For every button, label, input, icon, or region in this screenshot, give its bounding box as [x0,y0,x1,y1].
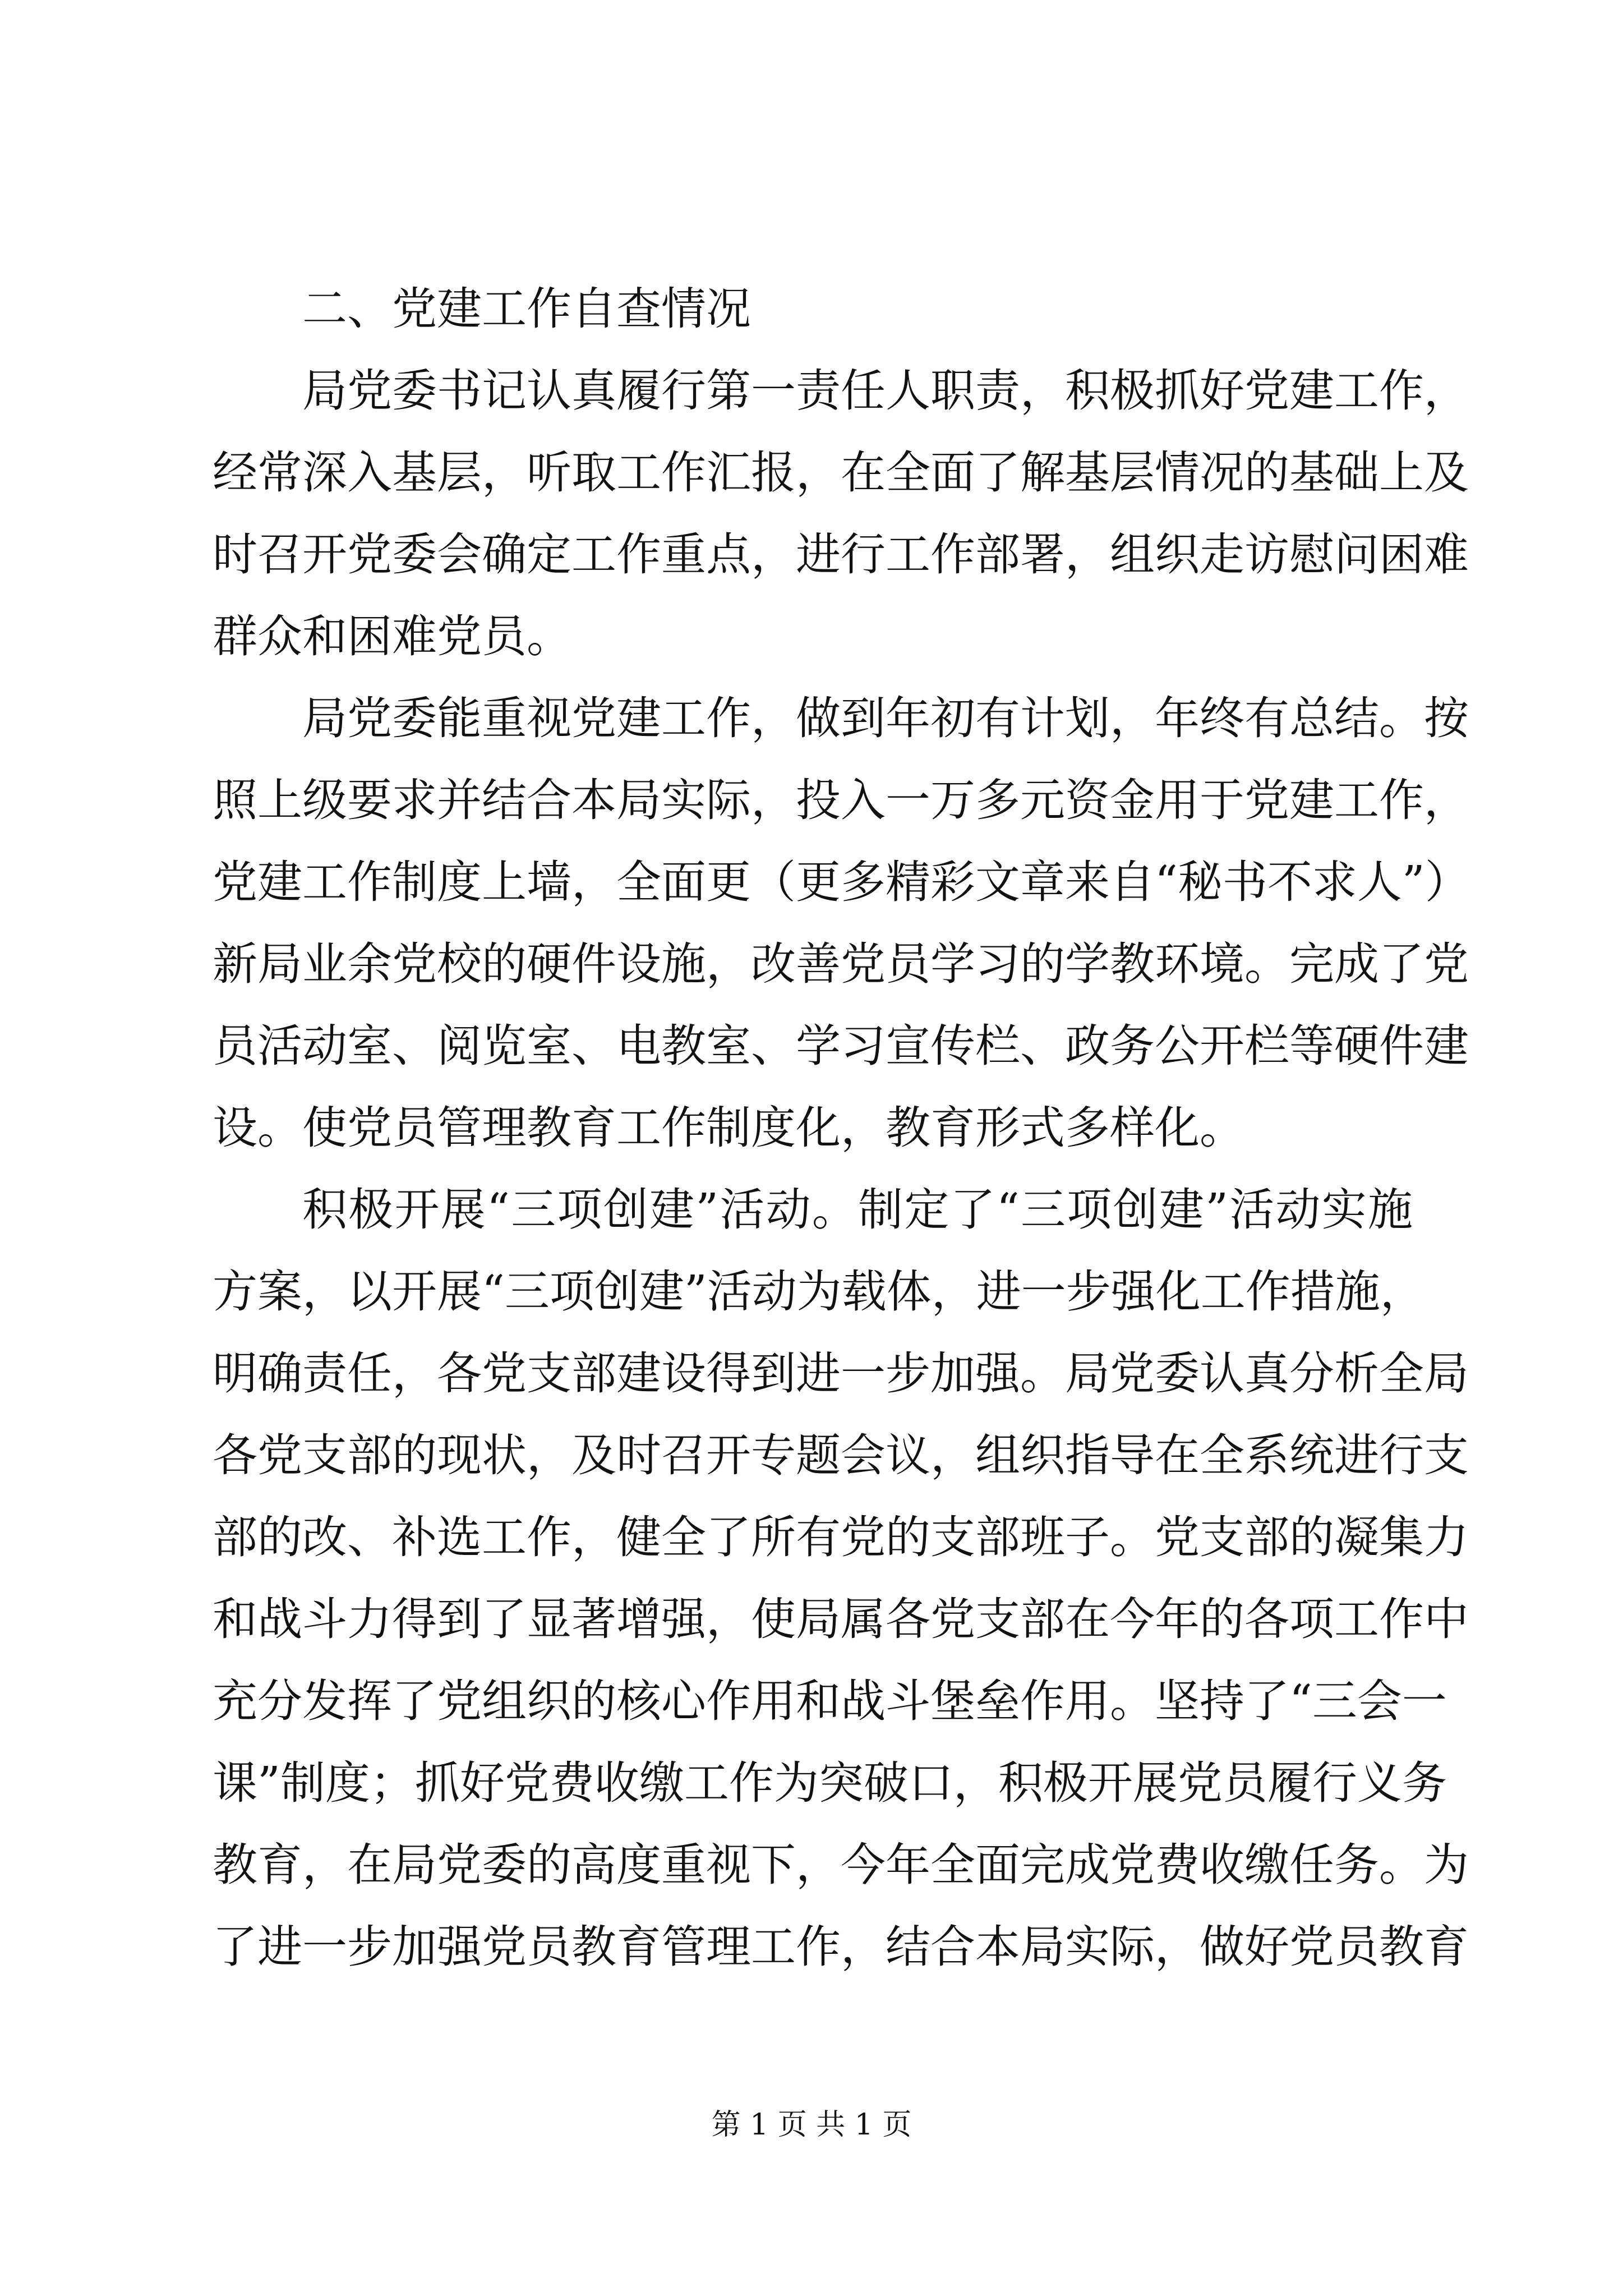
paragraph-line: 积极开展“三项创建”活动。制定了“三项创建”活动实施 [302,1184,1413,1236]
paragraph-line: 经常深入基层，听取工作汇报，在全面了解基层情况的基础上及 [213,447,1469,499]
section-heading: 二、党建工作自查情况 [302,283,751,335]
paragraph-line: 明确责任，各党支部建设得到进一步加强。局党委认真分析全局 [213,1347,1469,1400]
paragraph-line: 新局业余党校的硬件设施，改善党员学习的学教环境。完成了党 [213,938,1469,990]
paragraph-line: 时召开党委会确定工作重点，进行工作部署，组织走访慰问困难 [213,528,1469,581]
paragraph-line: 和战斗力得到了显著增强，使局属各党支部在今年的各项工作中 [213,1593,1469,1645]
document-body [213,268,1470,1988]
paragraph-line: 充分发挥了党组织的核心作用和战斗堡垒作用。坚持了“三会一 [213,1675,1447,1727]
paragraph-line: 课”制度；抓好党费收缴工作为突破口，积极开展党员履行义务 [213,1757,1447,1809]
paragraph-line: 教育，在局党委的高度重视下，今年全面完成党费收缴任务。为 [213,1839,1469,1891]
paragraph-line: 了进一步加强党员教育管理工作，结合本局实际，做好党员教育 [213,1921,1469,1973]
paragraph-line: 党建工作制度上墙，全面更（更多精彩文章来自“秘书不求人”） [213,856,1470,908]
page-number-footer: 第 1 页 共 1 页 [711,2108,912,2142]
paragraph-line: 部的改、补选工作，健全了所有党的支部班子。党支部的凝集力 [213,1511,1469,1563]
paragraph-line: 设。使党员管理教育工作制度化，教育形式多样化。 [213,1102,1244,1154]
paragraph-line: 局党委能重视党建工作，做到年初有计划，年终有总结。按 [302,692,1469,744]
paragraph-line: 群众和困难党员。 [213,610,571,662]
paragraph-line: 局党委书记认真履行第一责任人职责，积极抓好党建工作， [302,365,1469,417]
paragraph-line: 照上级要求并结合本局实际，投入一万多元资金用于党建工作， [213,774,1469,826]
paragraph-line: 各党支部的现状，及时召开专题会议，组织指导在全系统进行支 [213,1429,1469,1481]
paragraph-line: 方案，以开展“三项创建”活动为载体，进一步强化工作措施， [213,1266,1425,1318]
paragraph-line: 员活动室、阅览室、电教室、学习宣传栏、政务公开栏等硬件建 [213,1020,1469,1072]
